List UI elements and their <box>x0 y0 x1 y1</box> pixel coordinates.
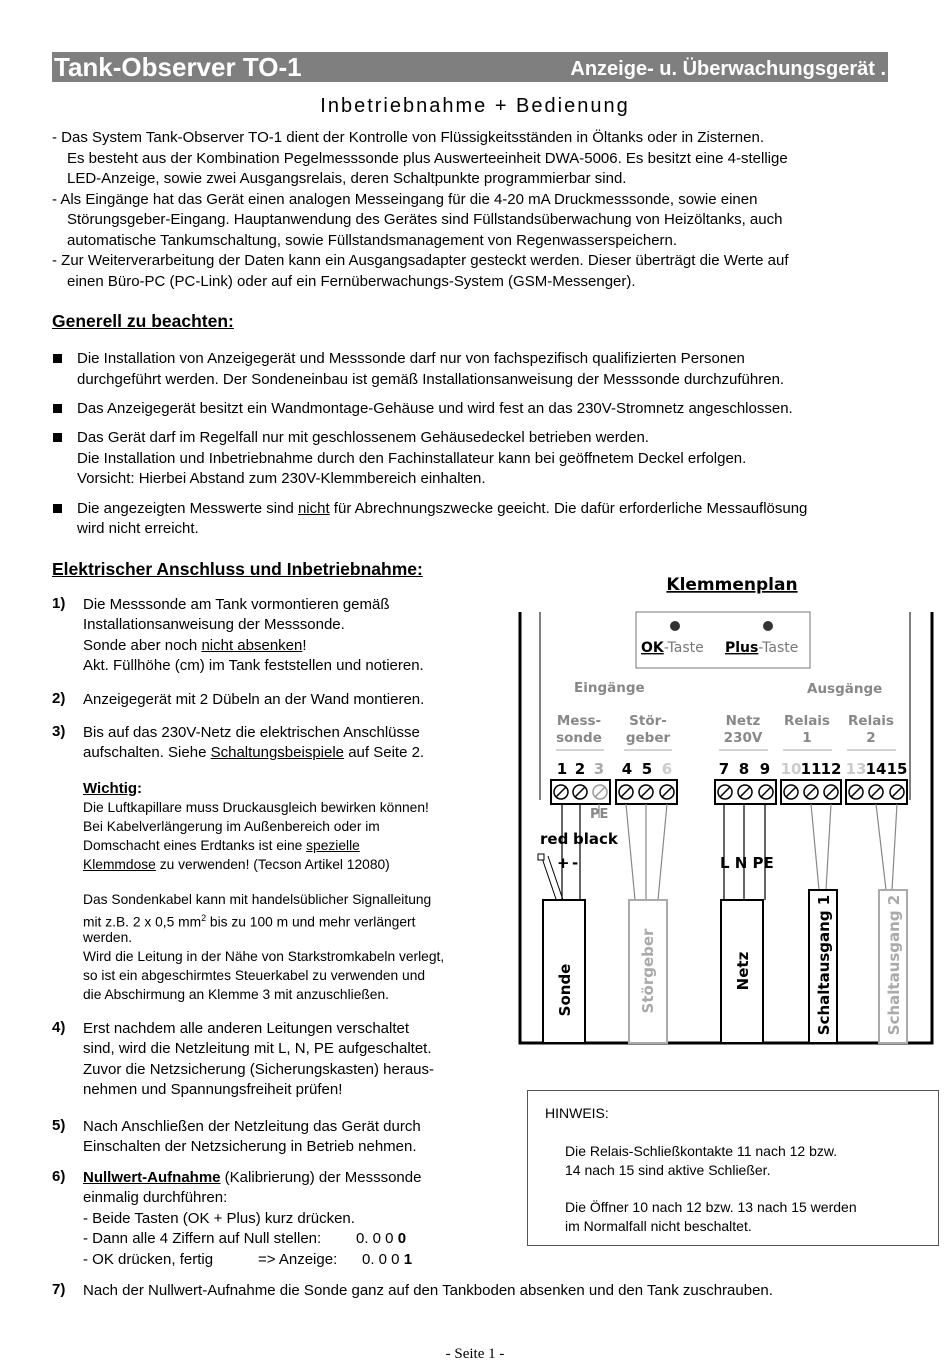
document-subtitle: Anzeige- u. Überwachungsgerät . <box>570 58 886 80</box>
step-text: Nach der Nullwert-Aufnahme die Sonde ganz auf den Tankboden absenken und den Tank zuschrauben. <box>83 1282 773 1299</box>
document-title: Tank-Observer TO-1 <box>54 52 302 82</box>
step-text: sind, wird die Netzleitung mit L, N, PE aufgeschaltet. <box>83 1040 432 1057</box>
section-heading-general: Generell zu beachten: <box>52 311 234 331</box>
group-label: sonde <box>556 730 602 746</box>
note-text: Die Luftkapillare muss Druckausgleich bewirken können! <box>83 800 429 815</box>
display-value: 0. 0 0 0 <box>356 1230 407 1247</box>
step-text: einmalig durchführen: <box>83 1189 228 1206</box>
bullet-text: Das Gerät darf im Regelfall nur mit geschlossenem Gehäusedeckel betrieben werden. <box>77 429 649 446</box>
title-bar <box>52 52 888 82</box>
page-heading: Inbetriebnahme + Bedienung <box>320 95 630 117</box>
bullet <box>53 354 62 363</box>
intro-line: Störungsgeber-Eingang. Hauptanwendung des Gerätes sind Füllstandsüberwachung von Heizöltanks, auch <box>67 211 783 228</box>
bullet-text: Die Installation und Inbetriebnahme durch den Fachinstallateur kann bei geöffnetem Deckel erfolgen. <box>77 450 747 467</box>
step-text: aufschalten. Siehe Schaltungsbeispiele auf Seite 2. <box>83 744 425 761</box>
cable-label: Störgeber <box>639 928 657 1014</box>
terminal-number: 9 <box>759 760 771 778</box>
page-footer: - Seite 1 - <box>445 1346 505 1362</box>
hint-text: Die Relais-Schließkontakte 11 nach 12 bzw. <box>565 1143 838 1159</box>
inputs-label: Eingänge <box>574 680 645 696</box>
wire-label-lnpe: L N PE <box>720 854 774 872</box>
group-label: Netz <box>725 713 761 729</box>
terminal-number: 2 <box>574 760 586 778</box>
plus-key-label[interactable]: Plus-Taste <box>725 640 799 656</box>
group-label: 2 <box>866 730 876 746</box>
step-number: 6) <box>52 1168 66 1185</box>
step-text: Nullwert-Aufnahme (Kalibrierung) der Messsonde <box>83 1169 422 1186</box>
group-label: geber <box>625 730 671 746</box>
note-text: Klemmdose zu verwenden! (Tecson Artikel 12080) <box>83 857 390 872</box>
step-text: Zuvor die Netzsicherung (Sicherungskasten) heraus- <box>83 1061 434 1078</box>
outputs-label: Ausgänge <box>807 681 883 697</box>
diagram-title: Klemmenplan <box>666 575 798 595</box>
bullet-text: Die Installation von Anzeigegerät und Messsonde darf nur von fachspezifisch qualifizierten Personen <box>77 350 745 367</box>
step-text: - Dann alle 4 Ziffern auf Null stellen: <box>83 1230 322 1247</box>
step-number: 1) <box>52 595 66 612</box>
intro-line: einen Büro-PC (PC-Link) oder auf ein Fernüberwachungs-System (GSM-Messenger). <box>67 273 636 290</box>
step-text: Die Messsonde am Tank vormontieren gemäß <box>83 596 390 613</box>
terminal-number: 7 <box>718 760 730 778</box>
intro-line: automatische Tankumschaltung, sowie Füllstandsmanagement von Regenwasserspeichern. <box>67 232 678 249</box>
intro-line: Es besteht aus der Kombination Pegelmesssonde plus Auswerteeinheit DWA-5006. Es besitzt eine 4-stellige <box>67 150 788 167</box>
step-text: - Beide Tasten (OK + Plus) kurz drücken. <box>83 1210 355 1227</box>
wire-label-red: red <box>540 830 569 848</box>
step-number: 4) <box>52 1019 66 1036</box>
step-text: Sonde aber noch nicht absenken! <box>83 637 307 654</box>
terminal-number: 4 <box>621 760 633 778</box>
terminal-number: 3 <box>593 760 605 778</box>
terminal-number: 14 <box>865 760 887 778</box>
group-label: Relais <box>784 713 830 729</box>
terminal-diagram <box>510 568 942 1048</box>
note-text: werden. <box>83 930 133 945</box>
pe-label: PE <box>590 807 609 822</box>
intro-line: LED-Anzeige, sowie zwei Ausgangsrelais, deren Schaltpunkte programmierbar sind. <box>67 170 627 187</box>
intro-line: - Zur Weiterverarbeitung der Daten kann ein Ausgangsadapter gesteckt werden. Dieser überträgt die Werte auf <box>52 252 789 269</box>
group-label: 1 <box>802 730 812 746</box>
hint-text: im Normalfall nicht beschaltet. <box>565 1218 752 1234</box>
group-label: Relais <box>848 713 894 729</box>
terminal-number: 8 <box>738 760 750 778</box>
terminal-number: 5 <box>641 760 653 778</box>
display-value: 0. 0 0 1 <box>362 1251 413 1268</box>
step-text: Akt. Füllhöhe (cm) im Tank feststellen und notieren. <box>83 657 424 674</box>
step-text: Einschalten der Netzsicherung in Betrieb nehmen. <box>83 1138 417 1155</box>
bullet <box>53 433 62 442</box>
terminal-number: 6 <box>661 760 673 778</box>
terminal-number: 11 <box>800 760 822 778</box>
step-text: => Anzeige: <box>258 1251 338 1268</box>
note-text: Bei Kabelverlängerung im Außenbereich oder im <box>83 819 380 834</box>
wire-label-black: black <box>573 830 618 848</box>
hint-text: 14 nach 15 sind aktive Schließer. <box>565 1162 771 1178</box>
bullet <box>53 504 62 513</box>
step-number: 5) <box>52 1117 66 1134</box>
cable-label: Schaltausgang 2 <box>885 894 903 1036</box>
wire-label-minus: - <box>572 854 579 872</box>
ok-key-label[interactable]: OK-Taste <box>641 640 704 656</box>
note-text: Das Sondenkabel kann mit handelsüblicher Signalleitung <box>83 892 432 907</box>
step-text: Erst nachdem alle anderen Leitungen verschaltet <box>83 1020 410 1037</box>
cable-label: Schaltausgang 1 <box>815 894 833 1036</box>
capillary-end <box>538 854 544 860</box>
intro-line: - Das System Tank-Observer TO-1 dient der Kontrolle von Flüssigkeitsständen in Öltanks oder in Zisternen. <box>52 129 764 146</box>
note-text: Domschacht eines Erdtanks ist eine spezielle <box>83 838 360 853</box>
terminal-number: 13 <box>845 760 867 778</box>
step-number: 7) <box>52 1281 66 1298</box>
hint-text: Die Öffner 10 nach 12 bzw. 13 nach 15 werden <box>565 1199 857 1215</box>
bullet-text: Vorsicht: Hierbei Abstand zum 230V-Klemmbereich einhalten. <box>77 470 486 487</box>
step-text: Anzeigegerät mit 2 Dübeln an der Wand montieren. <box>83 691 425 708</box>
bullet-text: wird nicht erreicht. <box>77 520 199 537</box>
ok-led-icon <box>670 621 680 631</box>
bullet-text: Das Anzeigegerät besitzt ein Wandmontage-Gehäuse und wird fest an das 230V-Stromnetz angeschlossen. <box>77 400 793 417</box>
cable-label: Sonde <box>556 963 574 1017</box>
wire-label-plus: + <box>557 854 570 872</box>
plus-led-icon <box>763 621 773 631</box>
terminal-number: 12 <box>820 760 842 778</box>
group-label: Stör- <box>629 713 667 729</box>
step-text: - OK drücken, fertig <box>83 1251 214 1268</box>
bullet-text: Die angezeigten Messwerte sind nicht für Abrechnungszwecke geeicht. Die dafür erforderliche Messauflösung <box>77 500 808 517</box>
step-text: Bis auf das 230V-Netz die elektrischen Anschlüsse <box>83 724 420 741</box>
step-number: 3) <box>52 723 66 740</box>
cable-label: Netz <box>734 951 752 991</box>
hint-title: HINWEIS: <box>545 1105 609 1121</box>
section-heading-electrical: Elektrischer Anschluss und Inbetriebnahme: <box>52 559 423 579</box>
step-text: Installationsanweisung der Messsonde. <box>83 616 345 633</box>
step-text: nehmen und Spannungsfreiheit prüfen! <box>83 1081 343 1098</box>
intro-line: - Als Eingänge hat das Gerät einen analogen Messeingang für die 4-20 mA Druckmesssonde, sowie einen <box>52 191 758 208</box>
hint-box <box>527 1090 939 1246</box>
note-text: mit z.B. 2 x 0,5 $mm^2$ bis zu 100 m und mehr verlängert <box>83 913 416 930</box>
note-text: Wird die Leitung in der Nähe von Starkstromkabeln verlegt, <box>83 949 445 964</box>
group-label: 230V <box>723 730 763 746</box>
group-label: Mess- <box>556 713 602 729</box>
step-text: Nach Anschließen der Netzleitung das Gerät durch <box>83 1118 421 1135</box>
terminal-number: 15 <box>886 760 908 778</box>
step-number: 2) <box>52 690 66 707</box>
terminal-number: 1 <box>556 760 568 778</box>
important-label: Wichtig: <box>83 780 143 797</box>
note-text: die Abschirmung an Klemme 3 mit anzuschließen. <box>83 987 389 1002</box>
terminal-number: 10 <box>780 760 802 778</box>
bullet <box>53 404 62 413</box>
bullet-text: durchgeführt werden. Der Sondeneinbau ist gemäß Installationsanweisung der Messsonde durchzuführen. <box>77 371 785 388</box>
note-text: so ist ein abgeschirmtes Steuerkabel zu verwenden und <box>83 968 426 983</box>
